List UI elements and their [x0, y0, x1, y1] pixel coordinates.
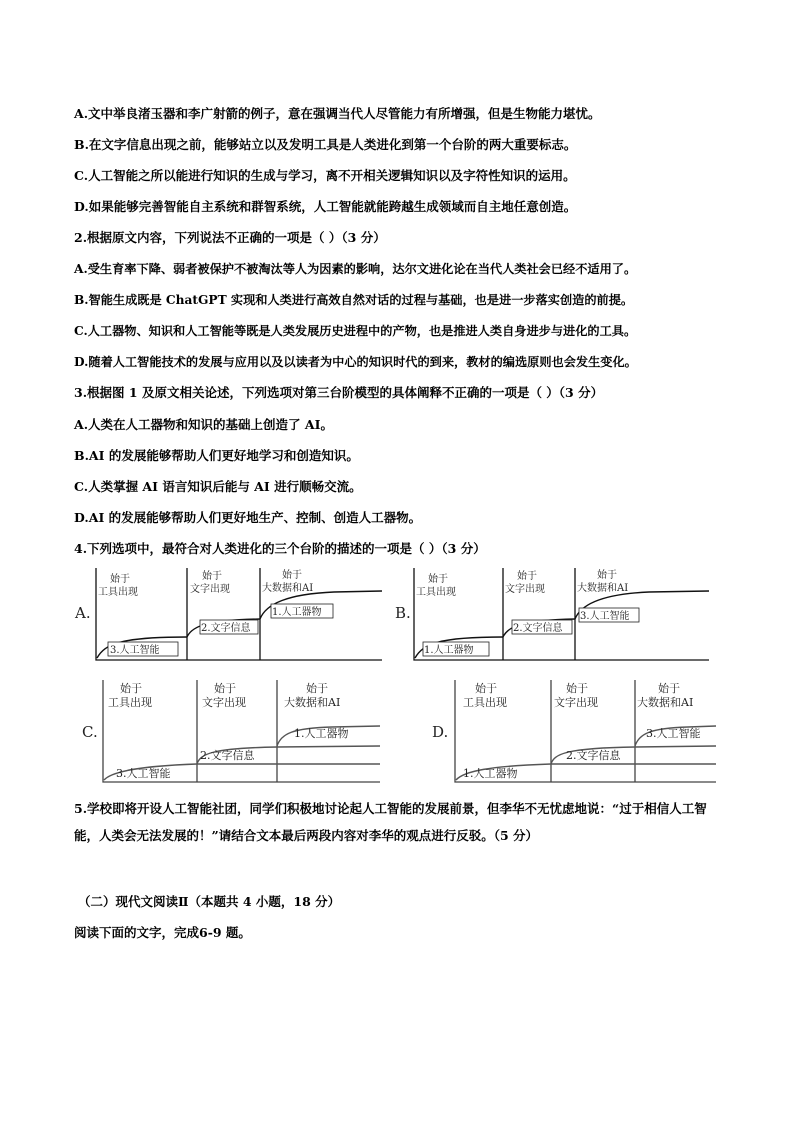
svg-text:3.人工智能: 3.人工智能	[116, 767, 171, 780]
svg-text:始于: 始于	[202, 571, 222, 582]
svg-text:始于: 始于	[658, 682, 680, 695]
svg-text:文字出现: 文字出现	[505, 584, 545, 595]
svg-text:大数据和AI: 大数据和AI	[577, 583, 629, 594]
svg-text:工具出现: 工具出现	[416, 587, 456, 598]
svg-text:始于: 始于	[428, 574, 448, 585]
q1-option-b: B.在文字信息出现之前，能够站立以及发明工具是人类进化到第一个台阶的两大重要标志。	[74, 137, 577, 152]
q2-option-b: B.智能生成既是 ChatGPT 实现和人类进行高效自然对话的过程与基础，也是进一步落实创造的前提。	[74, 293, 634, 307]
q1-option-a: A.文中举良渚玉器和李广射箭的例子，意在强调当代人尽管能力有所增强，但是生物能力堪忧。	[74, 106, 601, 121]
svg-text:3.人工智能: 3.人工智能	[580, 611, 630, 622]
section-2-instruction: 阅读下面的文字，完成6-9 题。	[74, 925, 251, 940]
svg-text:始于: 始于	[110, 574, 130, 585]
svg-text:2.文字信息: 2.文字信息	[200, 749, 255, 762]
svg-text:始于: 始于	[306, 682, 328, 695]
svg-text:1.人工器物: 1.人工器物	[272, 607, 322, 618]
diagram-d-letter: D.	[432, 723, 449, 741]
svg-text:文字出现: 文字出现	[190, 584, 230, 595]
q2-option-d: D.随着人工智能技术的发展与应用以及以读者为中心的知识时代的到来，教材的编选原则也会发生变化。	[74, 355, 637, 369]
svg-text:始于: 始于	[517, 571, 537, 582]
svg-text:1.人工器物: 1.人工器物	[463, 767, 518, 780]
svg-text:大数据和AI: 大数据和AI	[637, 696, 694, 709]
diagram-b	[393, 564, 711, 664]
diagram-b-letter: B.	[395, 604, 411, 622]
svg-text:始于: 始于	[566, 682, 588, 695]
q3-option-d: D.AI 的发展能够帮助人们更好地生产、控制、创造人工器物。	[74, 510, 422, 525]
svg-text:大数据和AI: 大数据和AI	[284, 696, 341, 709]
q3-option-a: A.人类在人工器物和知识的基础上创造了 AI。	[74, 417, 333, 432]
svg-text:始于: 始于	[597, 570, 617, 581]
q3-option-c: C.人类掌握 AI 语言知识后能与 AI 进行顺畅交流。	[74, 479, 362, 494]
q1-option-c: C.人工智能之所以能进行知识的生成与学习，离不开相关逻辑知识以及字符性知识的运用。	[74, 168, 576, 183]
diagram-a	[72, 564, 384, 664]
q1-option-d: D.如果能够完善智能自主系统和群智系统，人工智能就能跨越生成领域而自主地任意创造。	[74, 199, 577, 214]
q3-stem: 3.根据图 1 及原文相关论述，下列选项对第三台阶模型的具体阐释不正确的一项是（ ）（3 分）	[74, 385, 604, 400]
svg-text:始于: 始于	[214, 682, 236, 695]
q2-option-a: A.受生育率下降、弱者被保护不被淘汰等人为因素的影响，达尔文进化论在当代人类社会已经不适用了。	[74, 262, 637, 276]
svg-text:工具出现: 工具出现	[108, 696, 152, 709]
svg-text:文字出现: 文字出现	[202, 696, 246, 709]
svg-text:工具出现: 工具出现	[463, 696, 507, 709]
svg-text:始于: 始于	[282, 570, 302, 581]
svg-text:3.人工智能: 3.人工智能	[646, 727, 701, 740]
q4-stem: 4.下列选项中，最符合对人类进化的三个台阶的描述的一项是（ ）（3 分）	[74, 541, 486, 556]
diagram-c	[82, 676, 382, 786]
diagram-c-letter: C.	[82, 723, 98, 741]
q5-text: 5.学校即将开设人工智能社团，同学们积极地讨论起人工智能的发展前景，但李华不无忧虑地说：“过于相信人工智能，人类会无法发展的！”请结合文本最后两段内容对李华的观点进行反驳。（5 分）	[74, 801, 707, 843]
q2-option-c: C.人工器物、知识和人工智能等既是人类发展历史进程中的产物，也是推进人类自身进步与进化的工具。	[74, 324, 637, 338]
svg-text:1.人工器物: 1.人工器物	[294, 727, 349, 740]
svg-text:始于: 始于	[120, 682, 142, 695]
svg-text:始于: 始于	[475, 682, 497, 695]
diagram-d	[430, 676, 718, 786]
svg-text:2.文字信息: 2.文字信息	[513, 623, 563, 634]
q3-option-b: B.AI 的发展能够帮助人们更好地学习和创造知识。	[74, 448, 359, 463]
svg-text:2.文字信息: 2.文字信息	[201, 623, 251, 634]
q2-stem: 2.根据原文内容，下列说法不正确的一项是（ ）（3 分）	[74, 230, 386, 245]
section-2-title: （二）现代文阅读Ⅱ（本题共 4 小题，18 分）	[78, 894, 341, 909]
svg-text:文字出现: 文字出现	[554, 696, 598, 709]
svg-text:2.文字信息: 2.文字信息	[566, 749, 621, 762]
svg-text:1.人工器物: 1.人工器物	[424, 645, 474, 656]
svg-text:工具出现: 工具出现	[98, 587, 138, 598]
svg-text:3.人工智能: 3.人工智能	[110, 645, 160, 656]
svg-text:大数据和AI: 大数据和AI	[262, 583, 314, 594]
diagram-a-letter: A.	[75, 604, 91, 622]
